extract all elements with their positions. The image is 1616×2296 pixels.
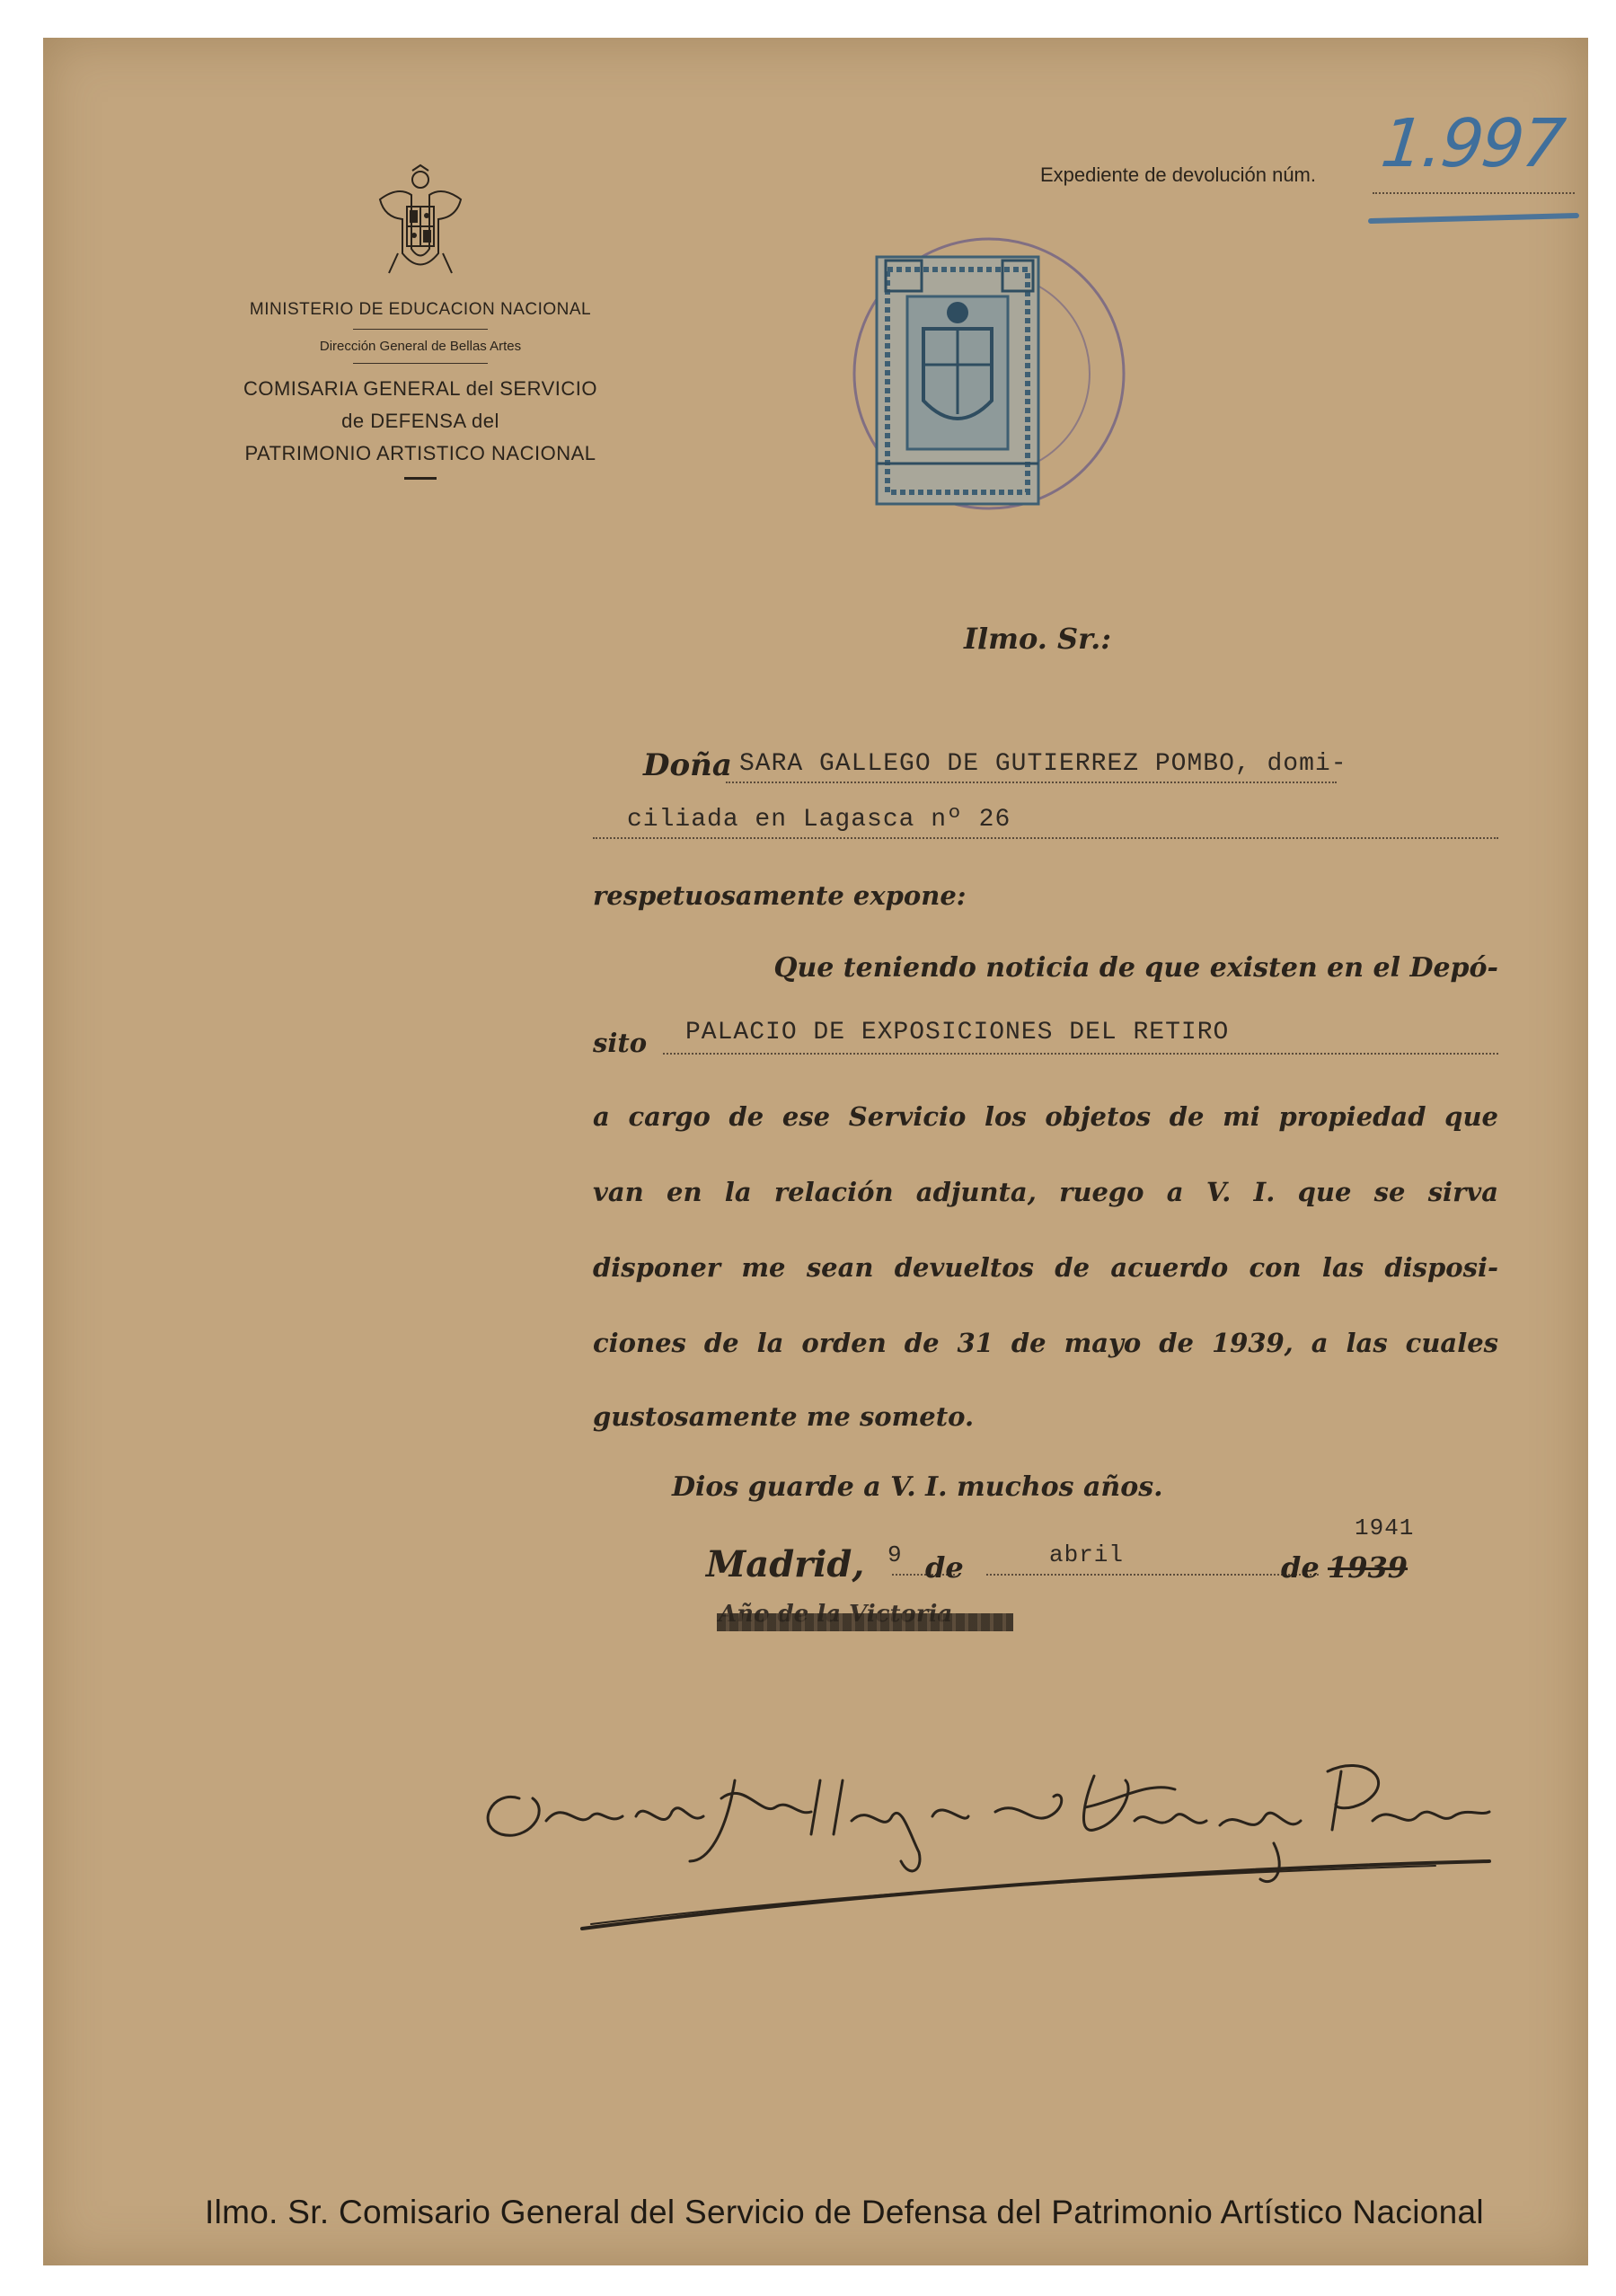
handwritten-signature bbox=[465, 1726, 1507, 1942]
date-day: 9 bbox=[887, 1541, 903, 1568]
comisaria-line-1: COMISARIA GENERAL del SERVICIO bbox=[243, 377, 597, 400]
paragraph-line-4: ciones de la orden de 31 de mayo de 1939, a las cuales bbox=[593, 1328, 1498, 1358]
deposito-dotted-line bbox=[663, 1053, 1498, 1055]
letterhead bbox=[169, 163, 672, 480]
comisaria-line-2: de DEFENSA del bbox=[341, 410, 499, 432]
motto-strikeout bbox=[717, 1613, 1013, 1631]
petitioner-name: SARA GALLEGO DE GUTIERREZ POMBO, domi- bbox=[739, 750, 1347, 778]
comisaria-line-3: PATRIMONIO ARTISTICO NACIONAL bbox=[244, 442, 596, 464]
fiscal-stamp-icon bbox=[841, 230, 1128, 517]
direccion-general: Dirección General de Bellas Artes bbox=[319, 339, 522, 354]
petitioner-address: ciliada en Lagasca nº 26 bbox=[627, 806, 1011, 834]
addressee-footer: Ilmo. Sr. Comisario General del Servicio de Defensa del Patrimonio Artístico Nacional bbox=[205, 2194, 1484, 2230]
deposito-name: PALACIO DE EXPOSICIONES DEL RETIRO bbox=[685, 1019, 1230, 1046]
date-city: Madrid, bbox=[706, 1543, 865, 1585]
blue-pencil-underline bbox=[1368, 213, 1579, 224]
dona-label: Doña bbox=[643, 747, 732, 783]
date-de-1: de bbox=[925, 1550, 964, 1585]
date-year-typed: 1941 bbox=[1355, 1514, 1415, 1541]
paragraph-line-2: van en la relación adjunta, ruego a V. I. que se sirva bbox=[593, 1177, 1498, 1207]
date-month: abril bbox=[1049, 1541, 1125, 1568]
coat-of-arms-icon bbox=[371, 163, 470, 280]
sito-label: sito bbox=[593, 1028, 648, 1058]
salutation: Ilmo. Sr.: bbox=[964, 622, 1112, 656]
paragraph-line-3: disponer me sean devueltos de acuerdo con las disposi- bbox=[593, 1252, 1498, 1283]
address-dotted-line bbox=[593, 837, 1498, 839]
expediente-label: Expediente de devolución núm. bbox=[1040, 163, 1316, 186]
letterhead-rule-2 bbox=[353, 363, 488, 364]
letterhead-rule bbox=[353, 329, 488, 330]
expone-line: respetuosamente expone: bbox=[593, 880, 967, 911]
name-dotted-line bbox=[726, 782, 1337, 783]
date-year-struck: 1939 bbox=[1328, 1550, 1408, 1585]
closing-formula: Dios guarde a V. I. muchos años. bbox=[672, 1471, 1163, 1503]
month-dotted-line bbox=[986, 1574, 1319, 1576]
que-line: Que teniendo noticia de que existen en el Depó- bbox=[773, 952, 1498, 984]
expediente-number: 1.997 bbox=[1377, 105, 1567, 182]
paragraph-line-5: gustosamente me someto. bbox=[593, 1401, 975, 1432]
letterhead-short-rule bbox=[404, 477, 437, 480]
paragraph-line-1: a cargo de ese Servicio los objetos de mi propiedad que bbox=[593, 1101, 1498, 1132]
document-sheet bbox=[43, 38, 1588, 2265]
ministry-name: MINISTERIO DE EDUCACION NACIONAL bbox=[249, 300, 592, 319]
expediente-dotted-line bbox=[1373, 192, 1575, 194]
date-de-2: de bbox=[1281, 1550, 1320, 1585]
